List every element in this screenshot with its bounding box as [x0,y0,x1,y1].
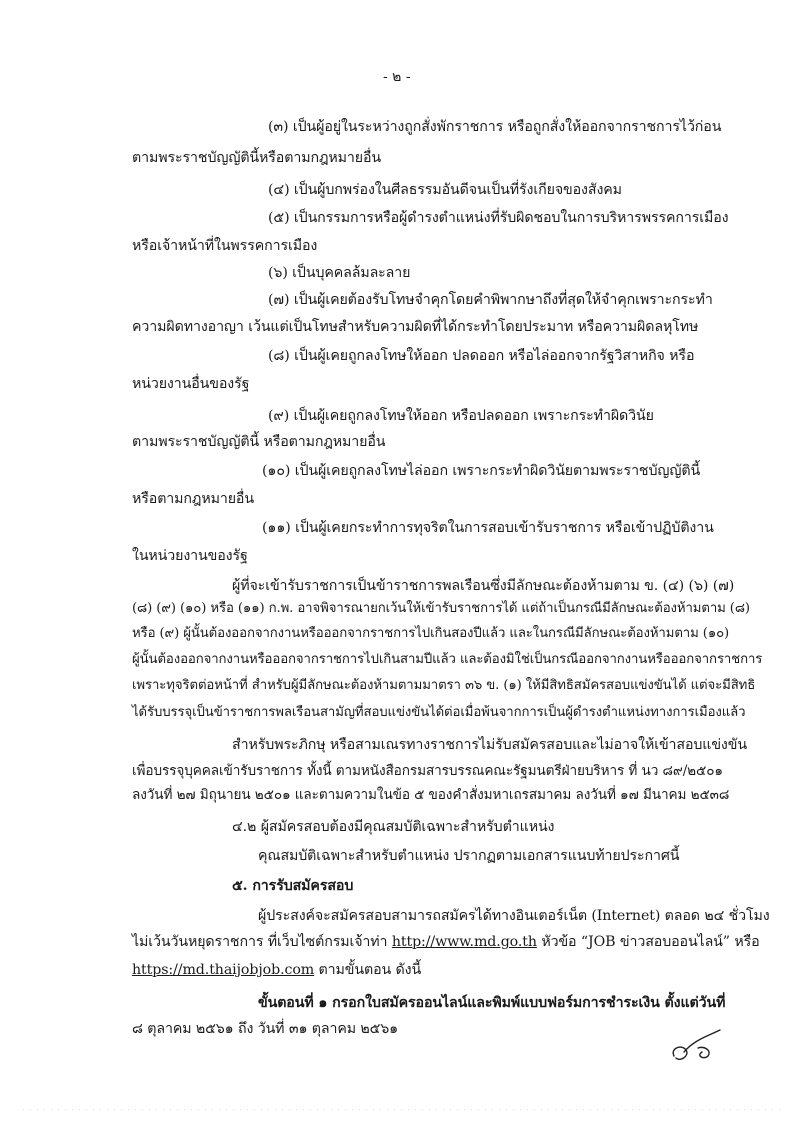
text-line: สำหรับพระภิกษุ หรือสามเณรทางราชการไม่รับสมัครสอบและไม่อาจให้เข้าสอบแข่งขัน [232,737,747,753]
text-line: ผู้ประสงค์จะสมัครสอบสามารถสมัครได้ทางอินเตอร์เน็ต (Internet) ตลอด ๒๔ ชั่วโมง [258,908,770,924]
text-line: (๘) เป็นผู้เคยถูกลงโทษให้ออก ปลดออก หรือไล่ออกจากรัฐวิสาหกิจ หรือ [268,348,695,364]
text-line: ได้รับบรรจุเป็นข้าราชการพลเรือนสามัญที่สอบแข่งขันได้ต่อเมื่อพ้นจากการเป็นผู้ดำรงตำแหน่งทางการเมืองแล้ว [132,705,746,720]
text-line: ๘ ตุลาคม ๒๕๖๑ ถึง วันที่ ๓๑ ตุลาคม ๒๕๖๑ [132,1021,399,1037]
text-line: (๓) เป็นผู้อยู่ในระหว่างถูกสั่งพักราชการ หรือถูกสั่งให้ออกจากราชการไว้ก่อน [268,119,722,135]
handwritten-signature [668,1026,728,1066]
text-line: หรือตามกฎหมายอื่น [132,491,254,507]
signature-drawing [668,1026,728,1066]
text-line: ตามพระราชบัญญัตินี้ หรือตามกฎหมายอื่น [132,434,386,450]
scan-artifact [20,1108,780,1111]
text-line: เพราะทุจริตต่อหน้าที่ สำหรับผู้มีลักษณะต้องห้ามตามมาตรา ๓๖ ข. (๑) ให้มีสิทธิสมัครสอบแข่งขันได้ แต่จะมีสิทธิ [132,678,756,693]
text-line: (๑๐) เป็นผู้เคยถูกลงโทษไล่ออก เพราะกระทำผิดวินัยตามพระราชบัญญัตินี้ [262,463,701,479]
text-line: หน่วยงานอื่นของรัฐ [132,376,250,392]
text-line: ลงวันที่ ๒๗ มิถุนายน ๒๕๐๑ และตามความในข้อ ๕ ของคำสั่งมหาเถรสมาคม ลงวันที่ ๑๗ มีนาคม ๒๕๓๘ [132,787,730,803]
text-line: ในหน่วยงานของรัฐ [132,548,248,564]
text-line: (๙) เป็นผู้เคยถูกลงโทษให้ออก หรือปลดออก เพราะกระทำผิดวินัย [268,408,654,424]
text-line: ตามพระราชบัญญัตินี้หรือตามกฎหมายอื่น [132,150,381,166]
text-line: (๑๑) เป็นผู้เคยกระทำการทุจริตในการสอบเข้ารับราชการ หรือเข้าปฏิบัติงาน [262,520,714,536]
page-number: - ๒ - [383,69,411,85]
text-segment: ไม่เว้นวันหยุดราชการ ที่เว็บไซต์กรมเจ้าท่า [132,934,392,950]
text-line: ขั้นตอนที่ ๑ กรอกใบสมัครออนไลน์และพิมพ์แบบฟอร์มการชำระเงิน ตั้งแต่วันที่ [258,995,726,1011]
text-line: ผู้ที่จะเข้ารับราชการเป็นข้าราชการพลเรือนซึ่งมีลักษณะต้องห้ามตาม ข. (๔) (๖) (๗) [232,578,735,594]
text-line: คุณสมบัติเฉพาะสำหรับตำแหน่ง ปรากฏตามเอกสารแนบท้ายประกาศนี้ [258,848,680,864]
text-line: (๖) เป็นบุคคลล้มละลาย [268,265,411,281]
text-line [132,960,421,980]
website-link[interactable]: http://www.md.go.th [391,934,537,950]
text-line: ความผิดทางอาญา เว้นแต่เป็นโทษสำหรับความผิดที่ได้กระทำโดยประมาท หรือความผิดลหุโทษ [132,319,699,335]
text-line: (๔) เป็นผู้บกพร่องในศีลธรรมอันดีจนเป็นที่รังเกียจของสังคม [268,182,622,198]
website-link[interactable]: https://md.thaijobjob.com [132,962,315,978]
text-line: หรือเจ้าหน้าที่ในพรรคการเมือง [132,238,318,254]
text-line: ๔.๒ ผู้สมัครสอบต้องมีคุณสมบัติเฉพาะสำหรับตำแหน่ง [232,819,555,835]
text-line: (๕) เป็นกรรมการหรือผู้ดำรงตำแหน่งที่รับผิดชอบในการบริหารพรรคการเมือง [268,210,729,226]
text-line [132,932,760,952]
text-line: (๗) เป็นผู้เคยต้องรับโทษจำคุกโดยคำพิพากษาถึงที่สุดให้จำคุกเพราะกระทำ [268,292,713,308]
text-line: ผู้นั้นต้องออกจากงานหรือออกจากราชการไปเกินสามปีแล้ว และต้องมิใช่เป็นกรณีออกจากงานหรือออกจากราชการ [132,652,763,667]
text-segment: ตามขั้นตอน ดังนี้ [314,962,422,978]
text-segment: หัวข้อ “JOB ข่าวสอบออนไลน์” หรือ [536,934,760,950]
text-line: (๘) (๙) (๑๐) หรือ (๑๑) ก.พ. อาจพิจารณายกเว้นให้เข้ารับราชการได้ แต่ถ้าเป็นกรณีมีลักษณะต้องห้ามตาม (๘) [132,601,750,616]
text-line: เพื่อบรรจุบุคคลเข้ารับราชการ ทั้งนี้ ตามหนังสือกรมสารบรรณคณะรัฐมนตรีฝ่ายบริหาร ที่ นว ๘๙/๒๕๐๑ [132,763,723,779]
section-heading: ๕. การรับสมัครสอบ [232,878,354,894]
text-line: หรือ (๙) ผู้นั้นต้องออกจากงานหรือออกจากราชการไปเกินสองปีแล้ว และในกรณีมีลักษณะต้องห้ามตาม (๑๐) [132,626,730,641]
